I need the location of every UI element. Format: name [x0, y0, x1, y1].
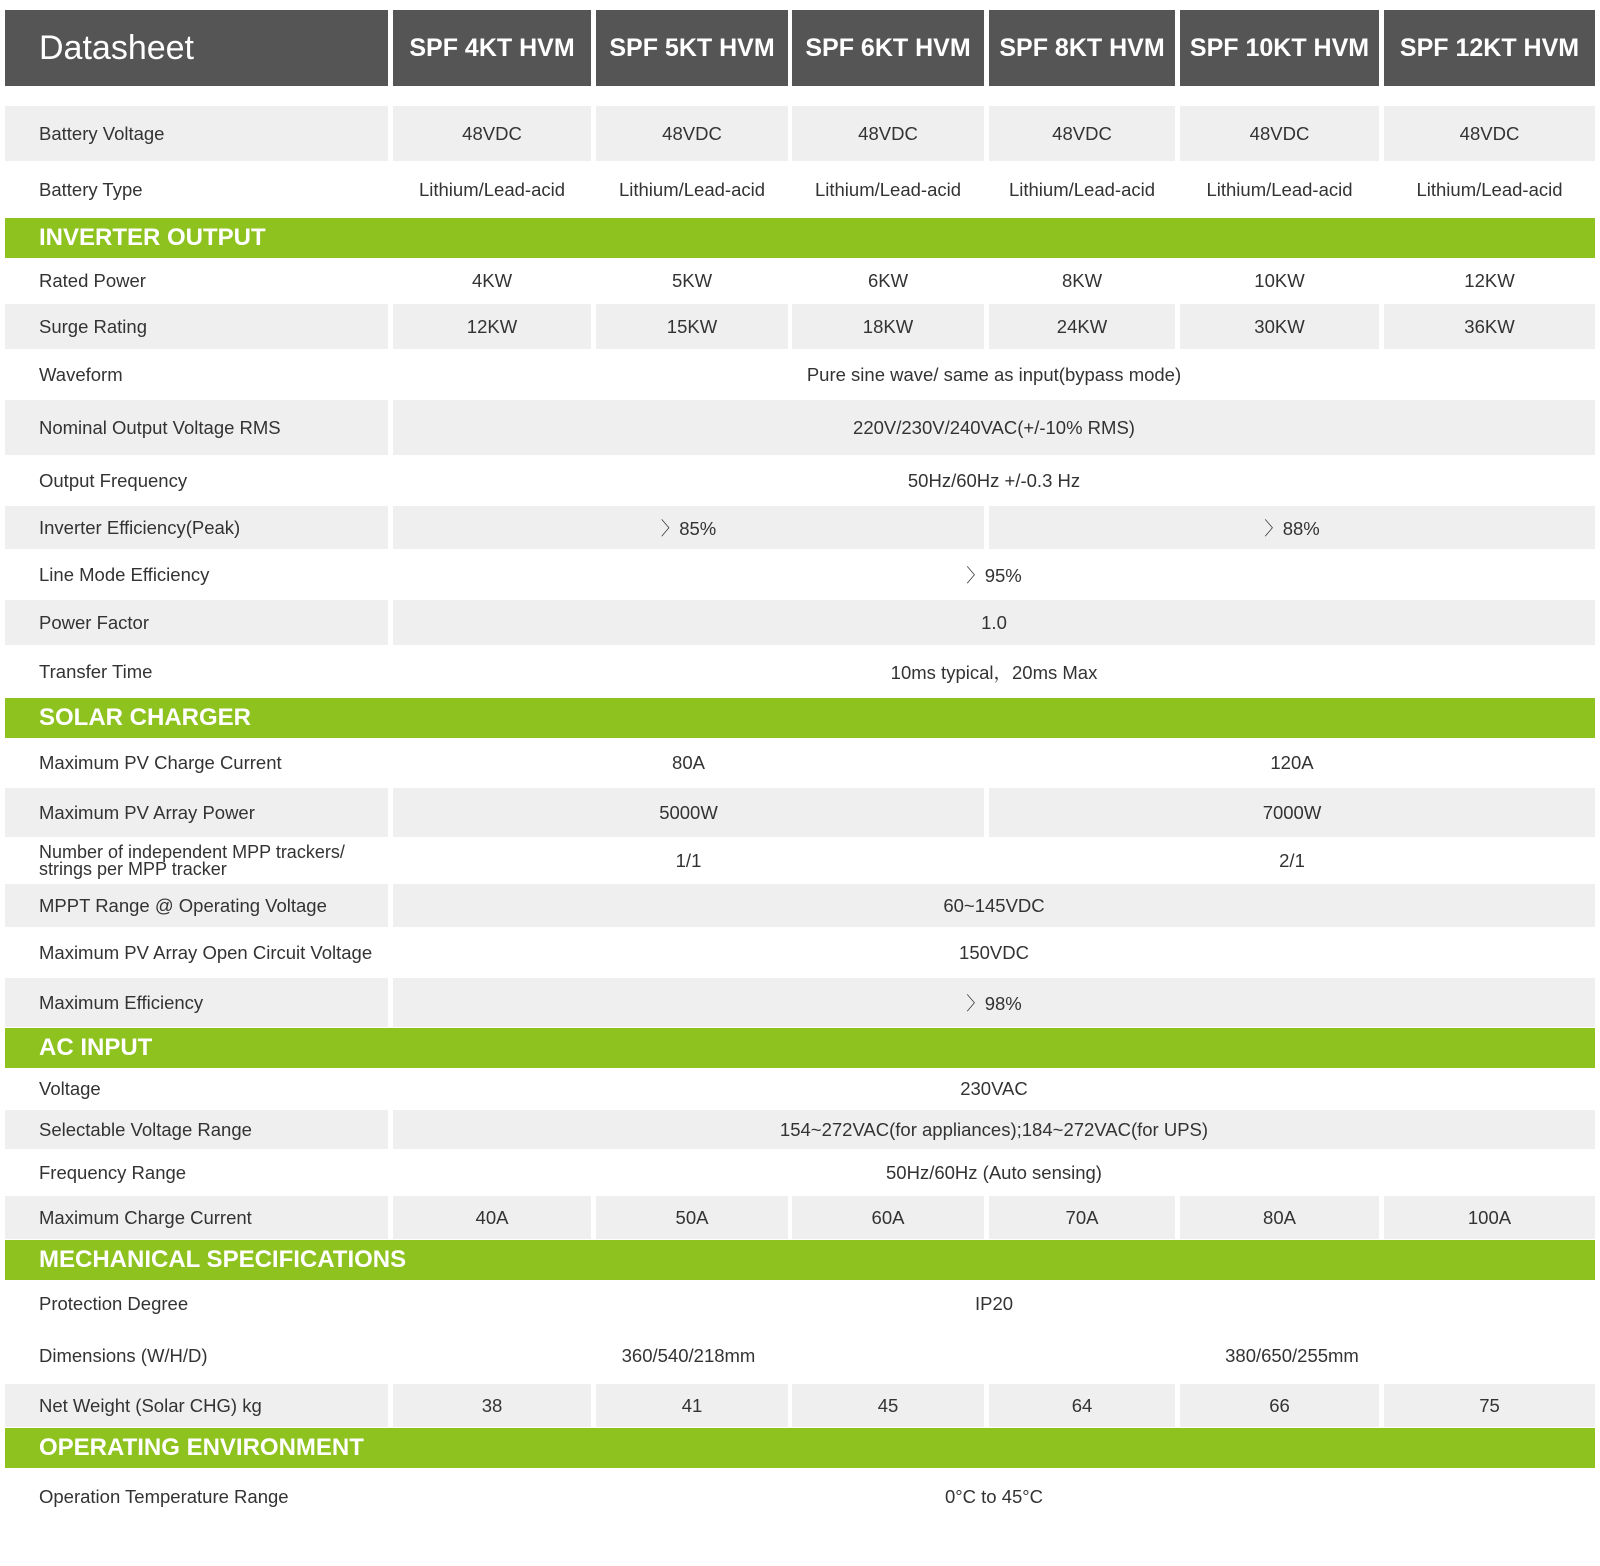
value-maximum-pv-array-power-1: 5000W — [393, 788, 984, 837]
model-header-spf-8kt-hvm: SPF 8KT HVM — [989, 10, 1175, 86]
value-net-weight-solar-chg-kg-3: 45 — [792, 1384, 984, 1427]
value-rated-power-6: 12KW — [1464, 269, 1515, 291]
value-protection-degree-1: IP20 — [974, 1292, 1014, 1314]
value-maximum-efficiency-1: 〉98% — [393, 978, 1595, 1027]
row-label-battery-type: Battery Type — [39, 178, 143, 200]
value-operation-temperature-range-1: 0°C to 45°C — [944, 1485, 1044, 1507]
value-net-weight-solar-chg-kg-2: 41 — [596, 1384, 788, 1427]
value-mppt-range-operating-voltage-1: 60~145VDC — [393, 884, 1595, 927]
value-voltage-1: 230VAC — [960, 1077, 1028, 1099]
value-nominal-output-voltage-rms-1: 220V/230V/240VAC(+/-10% RMS) — [393, 400, 1595, 455]
value-maximum-pv-array-open-circuit-voltage-1: 150VDC — [959, 941, 1029, 963]
value-surge-rating-4: 24KW — [989, 304, 1175, 349]
row-label-inverter-efficiency-peak: Inverter Efficiency(Peak) — [5, 506, 388, 549]
value-power-factor-1: 1.0 — [393, 600, 1595, 645]
value-dimensions-w-h-d-2: 380/650/255mm — [1225, 1344, 1359, 1366]
value-maximum-charge-current-1: 40A — [393, 1196, 591, 1239]
row-label-maximum-pv-array-power: Maximum PV Array Power — [5, 788, 388, 837]
value-maximum-pv-charge-current-2: 120A — [1270, 751, 1314, 773]
row-label-maximum-charge-current: Maximum Charge Current — [5, 1196, 388, 1239]
value-surge-rating-6: 36KW — [1384, 304, 1595, 349]
value-battery-voltage-1: 48VDC — [393, 106, 591, 161]
value-rated-power-3: 6KW — [867, 269, 909, 291]
row-label-number-of-independent-mpp-trackers-strings-per-mpp-tracker: Number of independent MPP trackers/ strings per MPP tracker — [39, 841, 345, 879]
value-battery-type-4: Lithium/Lead-acid — [1008, 178, 1156, 200]
value-transfer-time-1: 10ms typical，20ms Max — [890, 661, 1098, 683]
value-rated-power-1: 4KW — [471, 269, 513, 291]
value-battery-type-6: Lithium/Lead-acid — [1416, 178, 1563, 200]
section-operating-environment: OPERATING ENVIRONMENT — [5, 1428, 1595, 1468]
value-surge-rating-2: 15KW — [596, 304, 788, 349]
value-net-weight-solar-chg-kg-4: 64 — [989, 1384, 1175, 1427]
value-dimensions-w-h-d-1: 360/540/218mm — [621, 1344, 756, 1366]
section-solar-charger: SOLAR CHARGER — [5, 698, 1595, 738]
datasheet-title: Datasheet — [5, 10, 388, 86]
value-maximum-pv-array-power-2: 7000W — [989, 788, 1595, 837]
section-mechanical-specifications: MECHANICAL SPECIFICATIONS — [5, 1240, 1595, 1280]
value-battery-type-3: Lithium/Lead-acid — [814, 178, 962, 200]
section-inverter-output: INVERTER OUTPUT — [5, 218, 1595, 258]
row-label-power-factor: Power Factor — [5, 600, 388, 645]
value-battery-type-2: Lithium/Lead-acid — [618, 178, 766, 200]
row-label-line-mode-efficiency: Line Mode Efficiency — [39, 563, 210, 585]
value-line-mode-efficiency-1: 〉95% — [966, 564, 1022, 586]
value-battery-voltage-6: 48VDC — [1384, 106, 1595, 161]
section-ac-input: AC INPUT — [5, 1028, 1595, 1068]
value-number-of-independent-mpp-trackers-strings-per-mpp-tracker-1: 1/1 — [675, 849, 702, 871]
row-label-protection-degree: Protection Degree — [39, 1292, 189, 1314]
row-label-maximum-pv-charge-current: Maximum PV Charge Current — [39, 751, 282, 773]
row-label-net-weight-solar-chg-kg: Net Weight (Solar CHG) kg — [5, 1384, 388, 1427]
value-net-weight-solar-chg-kg-1: 38 — [393, 1384, 591, 1427]
row-label-selectable-voltage-range: Selectable Voltage Range — [5, 1110, 388, 1149]
row-label-battery-voltage: Battery Voltage — [5, 106, 388, 161]
value-inverter-efficiency-peak-2: 〉88% — [989, 506, 1595, 549]
row-label-transfer-time: Transfer Time — [39, 660, 153, 682]
model-header-spf-6kt-hvm: SPF 6KT HVM — [792, 10, 984, 86]
value-inverter-efficiency-peak-1: 〉85% — [393, 506, 984, 549]
value-number-of-independent-mpp-trackers-strings-per-mpp-tracker-2: 2/1 — [1279, 849, 1305, 871]
value-net-weight-solar-chg-kg-5: 66 — [1180, 1384, 1379, 1427]
model-header-spf-4kt-hvm: SPF 4KT HVM — [393, 10, 591, 86]
value-output-frequency-1: 50Hz/60Hz +/-0.3 Hz — [907, 469, 1081, 491]
row-label-surge-rating: Surge Rating — [5, 304, 388, 349]
model-header-spf-5kt-hvm: SPF 5KT HVM — [596, 10, 788, 86]
row-label-rated-power: Rated Power — [39, 269, 146, 291]
row-label-mppt-range-operating-voltage: MPPT Range @ Operating Voltage — [5, 884, 388, 927]
row-label-voltage: Voltage — [39, 1077, 101, 1099]
row-label-maximum-efficiency: Maximum Efficiency — [5, 978, 388, 1027]
value-rated-power-4: 8KW — [1061, 269, 1103, 291]
value-maximum-pv-charge-current-1: 80A — [672, 751, 705, 773]
value-surge-rating-1: 12KW — [393, 304, 591, 349]
model-header-spf-10kt-hvm: SPF 10KT HVM — [1180, 10, 1379, 86]
value-battery-type-5: Lithium/Lead-acid — [1206, 178, 1353, 200]
value-battery-voltage-2: 48VDC — [596, 106, 788, 161]
value-surge-rating-3: 18KW — [792, 304, 984, 349]
row-label-maximum-pv-array-open-circuit-voltage: Maximum PV Array Open Circuit Voltage — [39, 941, 373, 963]
row-label-nominal-output-voltage-rms: Nominal Output Voltage RMS — [5, 400, 388, 455]
value-maximum-charge-current-6: 100A — [1384, 1196, 1595, 1239]
value-frequency-range-1: 50Hz/60Hz (Auto sensing) — [886, 1161, 1102, 1183]
row-label-waveform: Waveform — [39, 363, 123, 385]
row-label-operation-temperature-range: Operation Temperature Range — [39, 1485, 289, 1507]
value-rated-power-5: 10KW — [1254, 269, 1305, 291]
value-battery-voltage-5: 48VDC — [1180, 106, 1379, 161]
value-battery-voltage-4: 48VDC — [989, 106, 1175, 161]
value-rated-power-2: 5KW — [671, 269, 713, 291]
model-header-spf-12kt-hvm: SPF 12KT HVM — [1384, 10, 1595, 86]
value-maximum-charge-current-3: 60A — [792, 1196, 984, 1239]
value-selectable-voltage-range-1: 154~272VAC(for appliances);184~272VAC(for UPS) — [393, 1110, 1595, 1149]
value-surge-rating-5: 30KW — [1180, 304, 1379, 349]
value-net-weight-solar-chg-kg-6: 75 — [1384, 1384, 1595, 1427]
row-label-output-frequency: Output Frequency — [39, 469, 188, 491]
value-maximum-charge-current-5: 80A — [1180, 1196, 1379, 1239]
value-battery-voltage-3: 48VDC — [792, 106, 984, 161]
value-waveform-1: Pure sine wave/ same as input(bypass mode) — [806, 363, 1182, 385]
row-label-frequency-range: Frequency Range — [39, 1161, 187, 1183]
value-maximum-charge-current-2: 50A — [596, 1196, 788, 1239]
row-label-dimensions-w-h-d: Dimensions (W/H/D) — [39, 1344, 208, 1366]
value-maximum-charge-current-4: 70A — [989, 1196, 1175, 1239]
value-battery-type-1: Lithium/Lead-acid — [418, 178, 566, 200]
